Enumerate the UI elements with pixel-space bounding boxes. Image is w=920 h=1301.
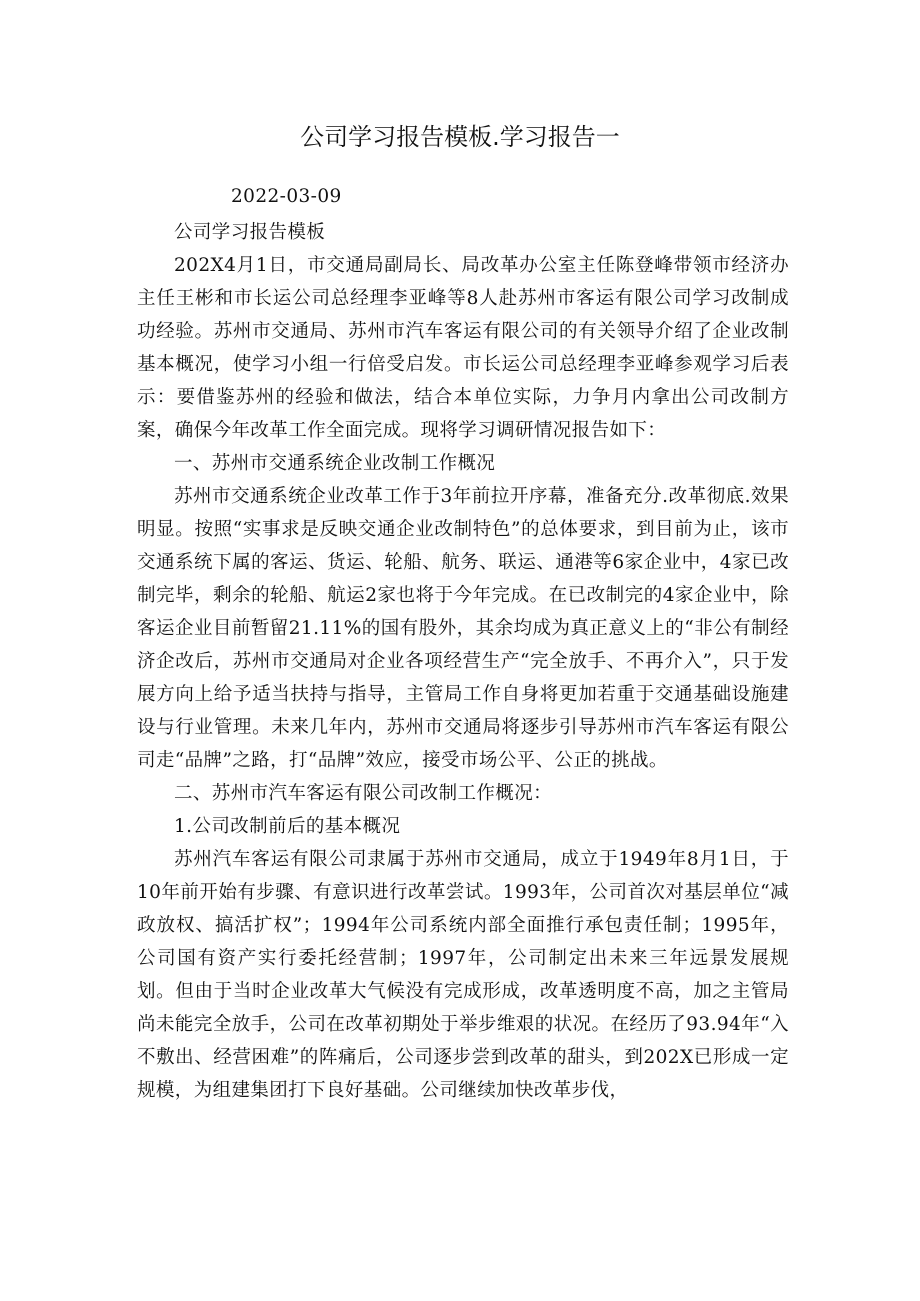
document-body	[137, 180, 789, 1107]
subsection-heading-1: 1.公司改制前后的基本概况	[174, 816, 401, 837]
section-heading-1: 一、苏州市交通系统企业改制工作概况	[174, 453, 496, 474]
paragraph-section-1: 苏州市交通系统企业改革工作于3年前拉开序幕，准备充分.改革彻底.效果明显。按照“实事求是反映交通企业改制特色”的总体要求，到目前为止，该市交通系统下属的客运、货运、轮船、航务、联运、通港等6家企业中，4家已改制完毕，剩余的轮船、航运2家也将于今年完成。在已改制完的4家企业中，除客运企业目前暂留21.11%的国有股外，其余均成为真正意义上的“非公有制经济企改后，苏州市交通局对企业各项经营生产“完全放手、不再介入”，只于发展方向上给予适当扶持与指导，主管局工作自身将更加若重于交通基础设施建设与行业管理。未来几年内，苏州市交通局将逐步引导苏州市汽车客运有限公司走“品牌”之路，打“品牌”效应，接受市场公平、公正的挑战。	[137, 486, 789, 771]
document-date: 2022-03-09	[231, 186, 342, 207]
paragraph-section-2: 苏州汽车客运有限公司隶属于苏州市交通局，成立于1949年8月1日，于10年前开始有步骤、有意识进行改革尝试。1993年，公司首次对基层单位“减政放权、搞活扩权”；1994年公司系统内部全面推行承包责任制；1995年，公司国有资产实行委托经营制；1997年，公司制定出未来三年远景发展规划。但由于当时企业改革大气候没有完成形成，改革透明度不高，加之主管局尚未能完全放手，公司在改革初期处于举步维艰的状况。在经历了93.94年“入不敷出、经营困难”的阵痛后，公司逐步尝到改革的甜头，到202X已形成一定规模，为组建集团打下良好基础。公司继续加快改革步伐，	[137, 849, 789, 1101]
section-heading-2: 二、苏州市汽车客运有限公司改制工作概况：	[174, 783, 553, 804]
document-title: 公司学习报告模板.学习报告一	[300, 123, 620, 151]
paragraph-subtitle: 公司学习报告模板	[174, 222, 326, 243]
paragraph-intro: 202X4月1日，市交通局副局长、局改革办公室主任陈登峰带领市经济办主任王彬和市长运公司总经理李亚峰等8人赴苏州市客运有限公司学习改制成功经验。苏州市交通局、苏州市汽车客运有限公司的有关领导介绍了企业改制基本概况，使学习小组一行倍受启发。市长运公司总经理李亚峰参观学习后表示：要借鉴苏州的经验和做法，结合本单位实际，力争月内拿出公司改制方案，确保今年改革工作全面完成。现将学习调研情况报告如下：	[137, 255, 789, 441]
